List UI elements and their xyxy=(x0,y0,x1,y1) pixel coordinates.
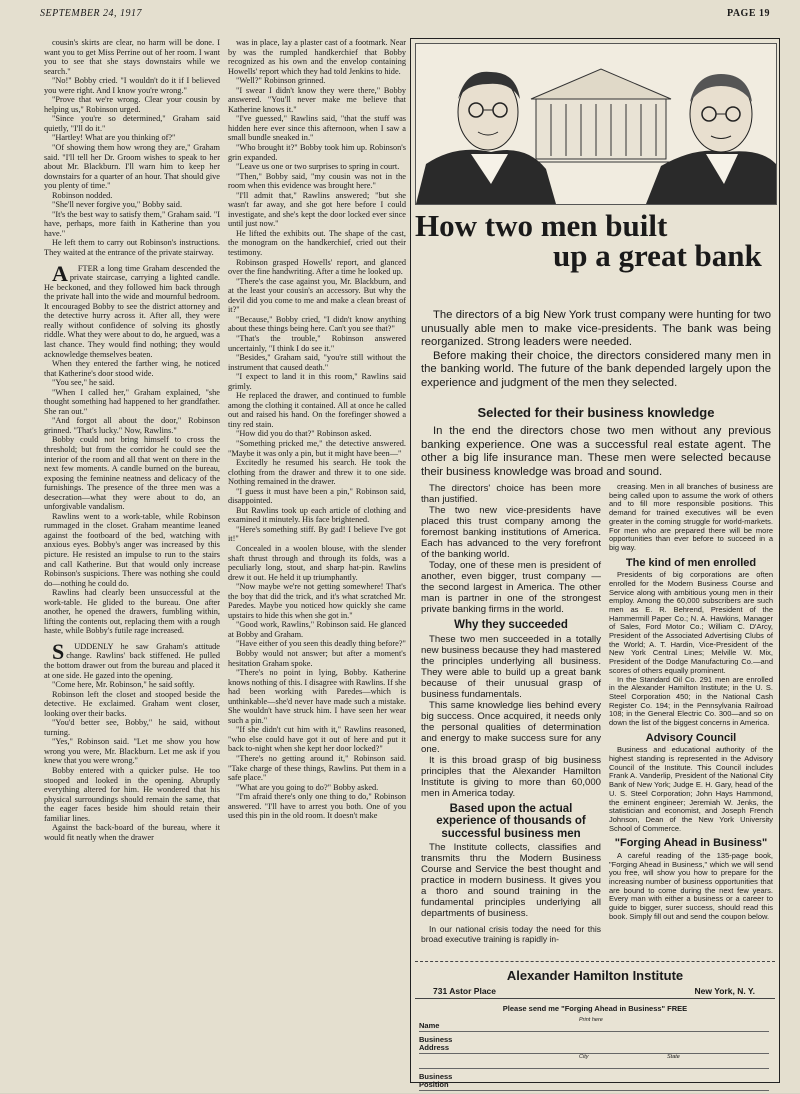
coupon[interactable] xyxy=(415,961,775,1089)
ad-col-a-paragraphs-2 xyxy=(421,634,601,799)
paragraph: "Have either of you seen this deadly thing before?" xyxy=(236,639,406,649)
paragraph: "Something pricked me," the detective answered. "Maybe it was only a pin, but it might have been—" xyxy=(228,438,406,458)
paragraph: Excitedly he resumed his search. He took the clothing from the drawer and threw it to one side. Nothing remained in the drawer. xyxy=(228,458,406,487)
paragraph: But Rawlins took up each article of clothing and examined it minutely. His face brightened. xyxy=(228,505,406,525)
subhead-selected: Selected for their business knowledge xyxy=(477,405,715,420)
story-dropcap-paragraph-2 xyxy=(44,638,220,680)
paragraph: Business and educational authority of the highest standing is represented in the Advisory Council of the Institute. This Council includes Frank A. Vanderlip, President of the National City Bank of New York; Judge E. H. Gary, head of the U. S. Steel Corporation; John Hays Hammond, the eminent engineer; Jeremiah W. Jenks, the statistician and economist, and Joseph French Johnson, Dean of the New York University School of Commerce. xyxy=(609,745,773,833)
page-number: PAGE 19 xyxy=(726,8,770,19)
headline-line-1: How two men built xyxy=(415,208,668,243)
headline-line-2: up a great bank xyxy=(553,238,762,273)
paragraph: These two men succeeded in a totally new business because they had mastered the principles underlying all business. They were able to build up a great bank because of their unusual grasp of business fundamentals. xyxy=(421,633,601,700)
paragraph: He left them to carry out Robinson's instructions. They waited at the entrance of the private stairway. xyxy=(44,238,220,258)
paragraph: The directors' choice has been more than justified. xyxy=(421,483,601,505)
paragraph: Against the back-board of the bureau, where it would fit neatly when the drawer xyxy=(44,823,220,842)
ad-col-b-paragraphs-3 xyxy=(609,746,773,833)
paragraph: "Well?" Robinson grinned. xyxy=(236,76,326,86)
business-address-field[interactable] xyxy=(419,1035,769,1054)
paragraph: "Prove that we're wrong. Clear your cousin by helping us," Robinson urged. xyxy=(44,95,220,114)
story-col2-paragraphs xyxy=(228,38,406,821)
coupon-request: Please send me "Forging Ahead in Business" FREE xyxy=(502,1004,688,1013)
paragraph: Rawlins had clearly been unsuccessful at the work-table. He glided to the bureau. One after another, he opened the drawers, fumbling within, lifting the contents out, replacing them with a rough haste, while Bobby's futile rage increased. xyxy=(44,588,220,636)
paragraph: This same knowledge lies behind every big success. Once acquired, it needs only the personal qualities of determination and energy to make success sure for any one. xyxy=(421,699,601,755)
paragraph: creasing. Men in all branches of business are being called upon to assume the work of others and to fill more responsible positions. This demand for trained executives will be even greater in the coming struggle for world-markets. For men who are prepared there will be more opportunities than ever before to succeed in a big way. xyxy=(609,482,773,552)
paragraph: A careful reading of the 135-page book, "Forging Ahead in Business," which we will send you free, will show you how to prepare for the increasing number of business opportunities that are bound to come during the next few years. Every man with either a business or a career to guide to bigger, surer success, should read this book. Simply fill out and send the coupon below. xyxy=(609,850,773,921)
paragraph: "She'll never forgive you," Bobby said. xyxy=(52,200,183,210)
subhead-kind: The kind of men enrolled xyxy=(625,556,757,569)
paragraph: "Good work, Rawlins," Robinson said. He glanced at Bobby and Graham. xyxy=(228,620,406,639)
paragraph: "I swear I didn't know they were there," Bobby answered. "You'll never make me believe that Katherine knows it." xyxy=(228,85,406,114)
paragraph: The Institute collects, classifies and transmits thru the Modern Business Course and Service the best thought and practice in modern business. It gives you a thoro and sound training in the fundamental principles underlying all departments of business. xyxy=(421,842,601,919)
paragraph: "Yes," Robinson said. "Let me show you how wrong you were, Mr. Blackburn. Let me ask if you knew that you were wrong." xyxy=(44,737,220,766)
story-column-2 xyxy=(228,38,406,1083)
paragraph: Presidents of big corporations are often enrolled for the Modern Business Course and Service along with ambitious young men in their employ. Among the 60,000 subscribers are such men as E. R. Behrend, President of the Hammermill Paper Co.; N. A. Hawkins, Manager of Sales, Ford Motor Co.; William C. D'Arcy, President of the Associated Advertising Clubs of the World; A. T. Hardin, Vice-President of the New York Central Lines; Melville W. Mix, President of the Dodge Manufacturing Co.—and scores of others equally prominent. xyxy=(609,570,773,675)
portrait-illustration xyxy=(415,43,777,205)
paragraph: "Now maybe we're not getting somewhere! That's the boy that did the trick, and it's what scratched Mr. Paredes. Maybe you noticed how quickly she came upstairs to hide this when she got in." xyxy=(228,582,406,620)
subhead-advisory: Advisory Council xyxy=(645,731,737,744)
paragraph: Robinson left the closet and stooped beside the detective. He exclaimed. Graham went closer, looking over their backs. xyxy=(44,689,220,718)
drop-cap: S xyxy=(52,638,65,664)
paragraph: "I've guessed," Rawlins said, "that the stuff was hidden here ever since this afternoon, when I saw a small bundle sneaked in." xyxy=(228,114,406,143)
lead-paragraph: Before making their choice, the directors considered many men in the banking world. The future of the bank depended largely upon the experience and judgment of the men they selected. xyxy=(421,349,771,389)
paragraph: "There's no point in lying, Bobby. Katherine knows nothing of this. I disagree with Rawlins. If she had been working with Paredes—which is unthinkable—she'd never have made such a mistake. She wouldn't have struck him. I have seen her wear such a pin." xyxy=(228,668,406,725)
ad-col-a-paragraphs xyxy=(421,483,601,615)
paragraph: "You'd better see, Bobby," he said, without turning. xyxy=(44,718,220,737)
paragraph: In the Standard Oil Co. 291 men are enrolled in the Alexander Hamilton Institute; in the U. S. Steel Corporation 450; in the National Cash Register Co. 194; in the Pennsylvania Railroad 108; in the General Electric Co. 300—and so on down the list of the biggest concerns in America. xyxy=(609,674,773,728)
coupon-institute-name: Alexander Hamilton Institute xyxy=(506,968,684,983)
paragraph: Bobby could not bring himself to cross the threshold; but from the corridor he could see the interior of the room and all that went on there in the next few moments. A candle burned on the bureau, exposing the feminine neatness and delicacy of the furnishings. The presence of the three men was a desecration—what they were about to do, an unforgivable vandalism. xyxy=(44,435,220,512)
paragraph: "And forgot all about the door," Robinson grinned. "That's lucky." Now, Rawlins." xyxy=(44,416,220,435)
ad-column-a xyxy=(421,483,601,958)
coupon-address: 731 Astor Place xyxy=(433,986,496,996)
subhead-based: Based upon the actual experience of thousands of successful business men xyxy=(436,802,586,840)
ad-col-b-paragraphs xyxy=(609,483,773,553)
paragraph: "I expect to land it in this room," Rawlins said grimly. xyxy=(228,372,406,391)
ad-col-a-paragraphs-3 xyxy=(421,842,601,919)
paragraph: "There's the case against you, Mr. Blackburn, and at the least your cousin's an accessory. But why the devil did you come to me and make a clean breast of it?" xyxy=(228,276,406,315)
paragraph: Bobby entered with a quicker pulse. He too stooped and looked in the opening. Abruptly everything altered for him. He wondered that his physical surroundings should remain the same, that the eager faces beside him should retain their familiar lines. xyxy=(44,766,220,823)
paragraph: "What are you going to do?" Bobby asked. xyxy=(236,782,379,792)
paragraph: Rawlins went to a work-table, while Robinson rummaged in the closet. Graham meantime leaned against the footboard of the bed, watching with anxious eyes. Bobby's anger was increased by this picture. He resisted an impulse to run to the stairs and call Katherine. But that would only increase Robinson's suspicions. There was nothing she could do—nothing he could do. xyxy=(44,511,220,588)
paragraph: Concealed in a woolen blouse, with the slender shaft thrust through and through its folds, was a peculiarly long, stout, and sharp hat-pin. Rawlins drew it out. He held it up triumphantly. xyxy=(228,543,406,582)
paragraph: "I guess it must have been a pin," Robinson said, disappointed. xyxy=(228,486,406,506)
dropcap-text: FTER a long time Graham descended the private staircase, carrying a lighted candle. He beckoned, and they followed him back through the private hall into the wide and mournful bedroom. It encouraged Bobby to see the district attorney and the detective hurry across it. After all, they were really without confidence of solving its ghostly riddle. What they were about to do, he argued, was a last chance. They would find nothing; they would acknowledge themselves beaten. xyxy=(44,263,220,359)
paragraph: "Besides," Graham said, "you're still without the instrument that caused death." xyxy=(228,353,406,372)
paragraph: "How did you do that?" Robinson asked. xyxy=(236,429,372,439)
paragraph: "Of showing them how wrong they are," Graham said. "I'll tell her Dr. Groom wishes to speak to her about Mr. Blackburn. I'll warn him to keep her downstairs for a quarter of an hour. That should give you plenty of time." xyxy=(44,143,220,191)
drop-cap: A xyxy=(52,260,68,286)
paragraph: Today, one of these men is president of another, even bigger, trust company — the second largest in America. The other man is partner in one of the strongest private banking firms in the world. xyxy=(421,560,601,615)
story-col1-paragraphs xyxy=(44,38,220,258)
paragraph: cousin's skirts are clear, no harm will be done. I want you to get Miss Perrine out of her room. I want you to see that she stays downstairs while we search." xyxy=(44,38,220,76)
paragraph: "No!" Bobby cried. "I wouldn't do it if I believed you were right. And I know you're wrong." xyxy=(44,76,220,95)
print-here-hint: Print here xyxy=(579,1017,603,1023)
paragraph: "Then," Bobby said, "my cousin was not in the room when this evidence was brought here." xyxy=(228,171,406,191)
paragraph: Robinson grasped Howells' report, and glanced over the fine handwriting. After a time he looked up. xyxy=(228,257,406,277)
issue-date: SEPTEMBER 24, 1917 xyxy=(40,8,143,19)
paragraph: Robinson nodded. xyxy=(52,190,113,200)
coupon-form xyxy=(419,1017,769,1094)
advertisement xyxy=(410,38,780,1089)
paragraph: "It's the best way to satisfy them," Graham said. "I have, perhaps, more faith in Katherine than you have." xyxy=(44,209,220,238)
ad-lead xyxy=(421,309,771,391)
lead-paragraph: In the end the directors chose two men without any previous banking experience. One was a successful real estate agent. The other a big life insurance man. These men were selected because their business knowledge was broad and sound. xyxy=(421,425,771,478)
lead-paragraph: The directors of a big New York trust company were hunting for two unusually able men to make vice-presidents. The bank was being reorganized. Strong leaders were needed. xyxy=(421,309,771,349)
ad-col-b-paragraphs-4 xyxy=(609,852,773,922)
coupon-divider xyxy=(415,998,775,999)
paragraph: "If she didn't cut him with it," Rawlins reasoned, "who else could have got it out of here and put it back to-night when she kept her door locked?" xyxy=(228,725,406,754)
paragraph: Bobby would not answer; but after a moment's hesitation Graham spoke. xyxy=(228,649,406,668)
name-field[interactable] xyxy=(419,1017,769,1032)
city-state-field[interactable] xyxy=(419,1054,769,1069)
paragraph: He lifted the exhibits out. The shape of the cast, the monogram on the handkerchief, cried out their testimony. xyxy=(228,228,406,258)
paragraph: "I'm afraid there's only one thing to do," Robinson answered. "I'll have to arrest you both. One of you used this pin in the old room. It doesn't make xyxy=(228,792,406,821)
paragraph: "Hartley! What are you thinking of?" xyxy=(52,133,176,143)
paragraph: "Because," Bobby cried, "I didn't know anything about these things being here. Can't you see that?" xyxy=(228,314,406,334)
story-dropcap-paragraph-1 xyxy=(44,260,220,359)
story-column-1 xyxy=(44,38,220,1083)
state-hint: State xyxy=(667,1054,680,1060)
paragraph: "Come here, Mr. Robinson," he said softly. xyxy=(52,680,195,690)
business-position-field[interactable] xyxy=(419,1072,769,1091)
city-hint: City xyxy=(579,1054,589,1060)
subhead-forging: "Forging Ahead in Business" xyxy=(614,837,768,850)
business-address-label: Business Address xyxy=(419,1035,453,1052)
ad-column-b xyxy=(609,483,773,958)
coupon-city: New York, N. Y. xyxy=(694,986,755,996)
name-label: Name xyxy=(419,1021,440,1030)
story-col1-paragraphs-c xyxy=(44,680,220,842)
paragraph: "I'll admit that," Rawlins answered; "but she wasn't far away, and she got here before I could investigate, and she's kept the door locked ever since until just now." xyxy=(228,190,406,229)
ad-headline xyxy=(415,208,773,273)
ad-footnote: In our national crisis today the need for this broad executive training is rapidly in- xyxy=(421,924,601,944)
page-header xyxy=(40,8,770,24)
subhead-why: Why they succeeded xyxy=(454,619,568,631)
story-col1-paragraphs-b xyxy=(44,359,220,636)
paragraph: "Leave us one or two surprises to spring in court. xyxy=(236,162,400,172)
business-position-label: Business Position xyxy=(419,1072,453,1089)
paragraph: was in place, lay a plaster cast of a footmark. Near by was the rumpled handkerchief that Bobby recognized as his own and the envelop containing Howells' report which they had told Jenkins to hide. xyxy=(228,38,406,76)
paragraph: It is this broad grasp of big business principles that the Alexander Hamilton Institute is giving to more than 60,000 men in America today. xyxy=(421,754,601,799)
paragraph: "There's no getting around it," Robinson said. "Take charge of these things, Rawlins. Put them in a safe place." xyxy=(228,754,406,783)
paragraph: When they entered the farther wing, he noticed that Katherine's door stood wide. xyxy=(44,359,220,378)
two-bankers-illustration xyxy=(416,44,776,204)
paragraph: "Who brought it?" Bobby took him up. Robinson's grin expanded. xyxy=(228,143,406,162)
dropcap-text: UDDENLY he saw Graham's attitude change. Rawlins' back stiffened. He pulled the bottom drawer out from the bureau and placed it at one side. He gazed into the opening. xyxy=(44,641,220,680)
paragraph: "Since you're so determined," Graham said quietly, "I'll do it." xyxy=(44,114,220,133)
paragraph: "Here's something stiff. By gad! I believe I've got it!" xyxy=(228,524,406,544)
paragraph: The two new vice-presidents have placed this trust company among the foremost banking institutions of America. Each has advanced to the very forefront of the banking world. xyxy=(421,505,601,560)
paragraph: "That's the trouble," Robinson answered uncertainly, "I think I do see it." xyxy=(228,333,406,353)
ad-col-b-paragraphs-2 xyxy=(609,571,773,728)
paragraph: "When I called her," Graham explained, "she thought something had happened to her grandfather. She ran out." xyxy=(44,387,220,416)
paragraph: "You see," he said. xyxy=(52,378,115,388)
ad-lead-2 xyxy=(421,425,771,479)
paragraph: He replaced the drawer, and continued to fumble among the clothing it contained. All at once he called out and raised his hand. On the forefinger showed a tiny red stain. xyxy=(228,391,406,429)
